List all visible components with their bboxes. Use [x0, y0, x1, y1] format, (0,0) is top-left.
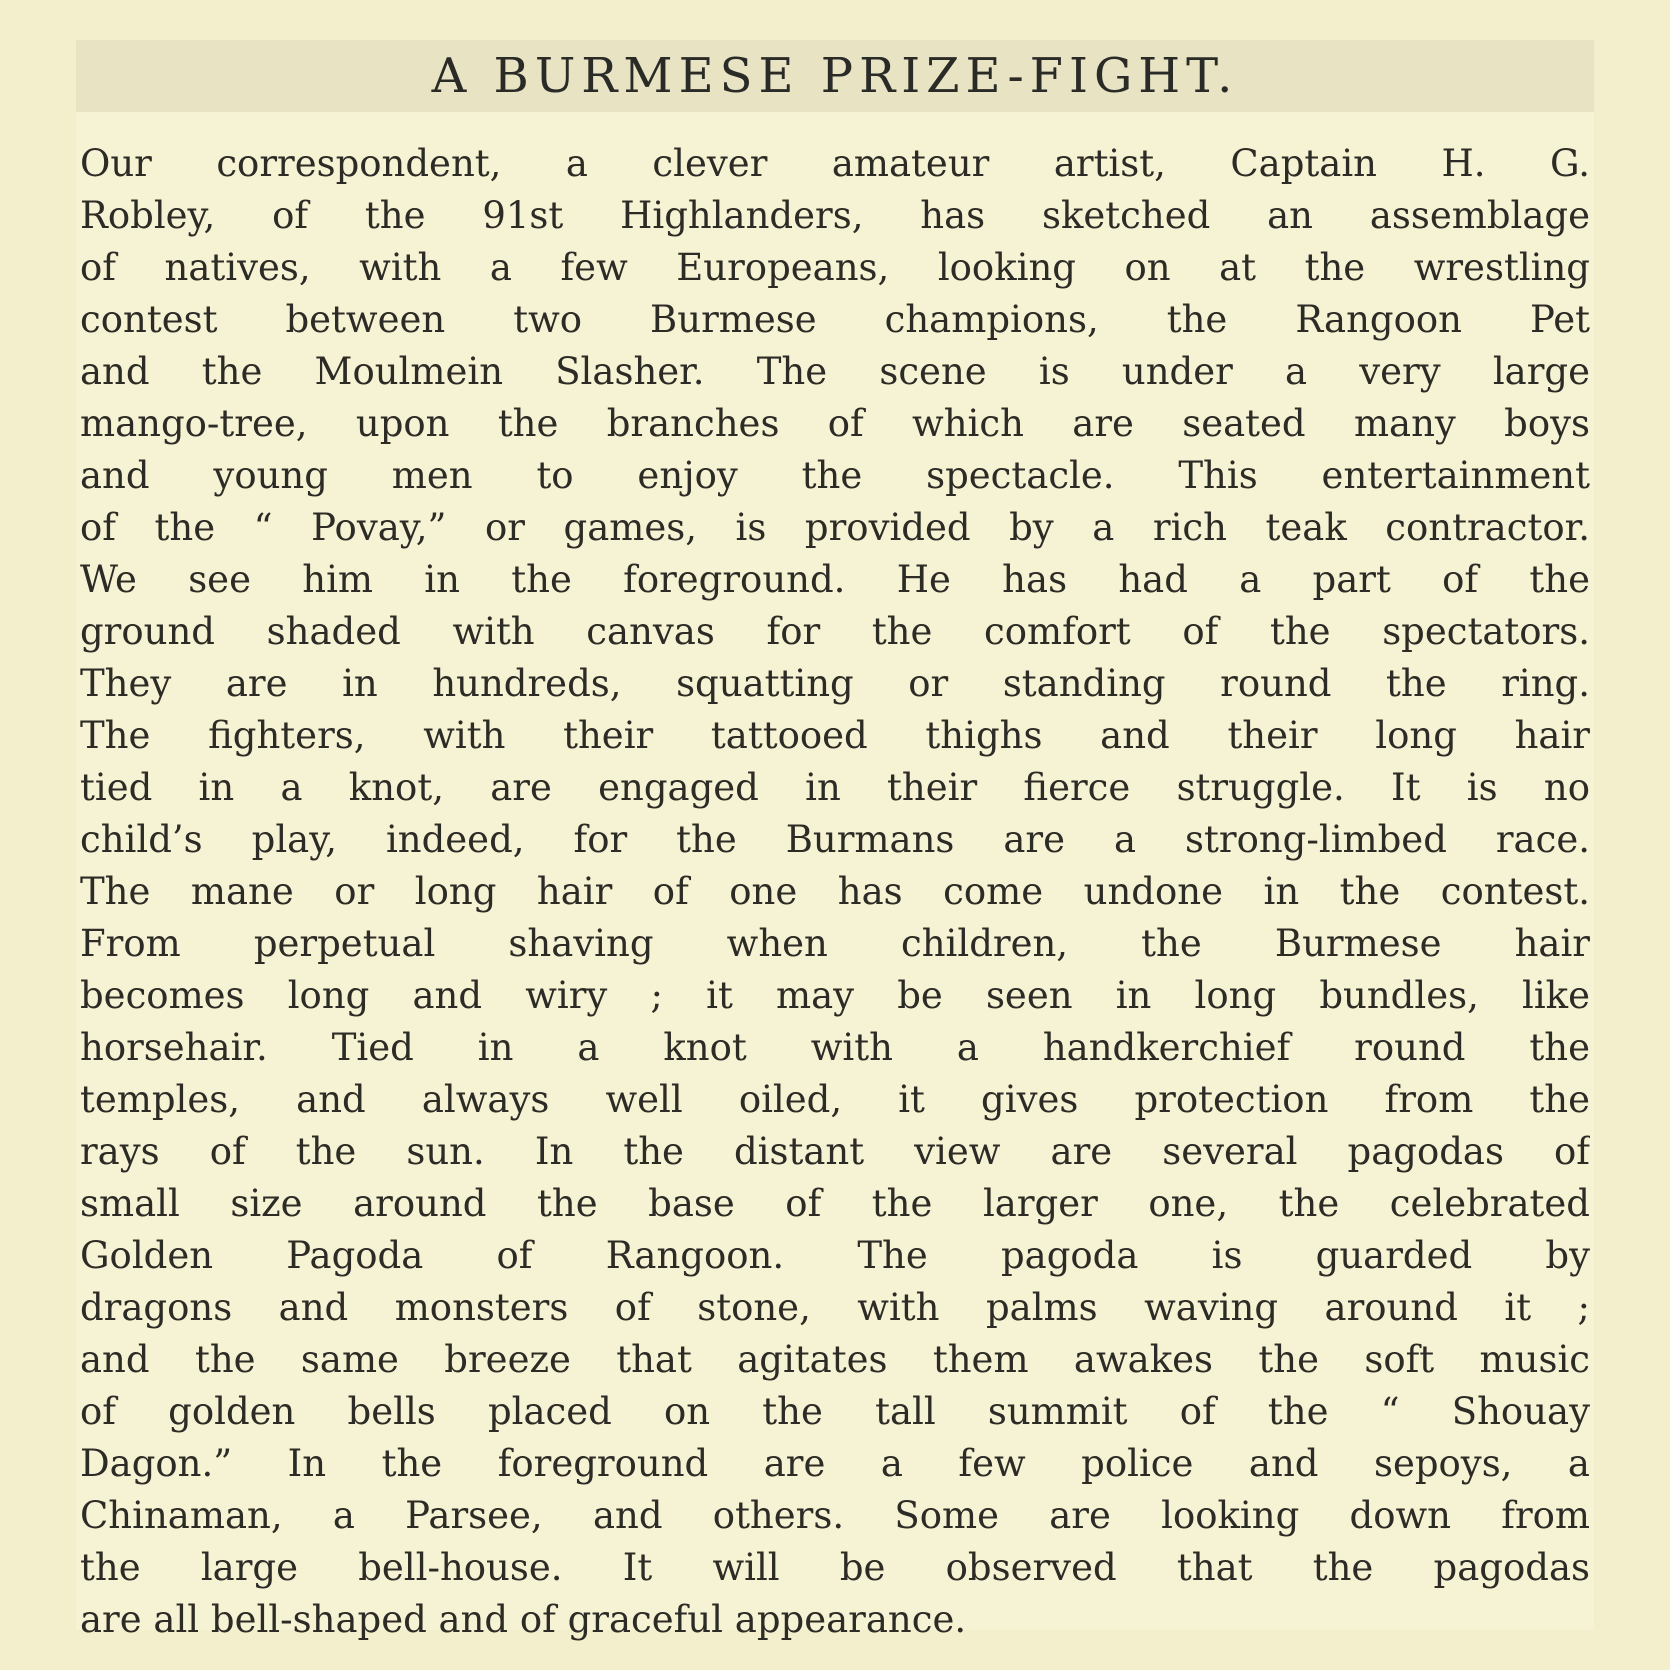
article-page [76, 40, 1594, 1641]
text-line: of the “ Povay,” or games, is provided by a rich teak contractor. [80, 506, 1590, 549]
text-line: horsehair. Tied in a knot with a handkerchief round the [80, 1026, 1590, 1069]
text-line: Robley, of the 91st Highlanders, has sketched an assemblage [80, 194, 1590, 237]
text-line: Golden Pagoda of Rangoon. The pagoda is guarded by [80, 1234, 1590, 1277]
text-line: From perpetual shaving when children, the Burmese hair [80, 922, 1590, 965]
text-line: temples, and always well oiled, it gives protection from the [80, 1078, 1590, 1121]
text-line: small size around the base of the larger one, the celebrated [80, 1182, 1590, 1225]
text-line: and young men to enjoy the spectacle. This entertainment [80, 454, 1590, 497]
article-body [80, 138, 1590, 1641]
text-line: They are in hundreds, squatting or standing round the ring. [80, 662, 1590, 705]
text-line: rays of the sun. In the distant view are several pagodas of [80, 1130, 1590, 1173]
text-line: mango-tree, upon the branches of which are seated many boys [80, 402, 1590, 445]
text-line: The mane or long hair of one has come undone in the contest. [80, 870, 1590, 913]
text-line: We see him in the foreground. He has had a part of the [80, 558, 1590, 601]
text-line: Dagon.” In the foreground are a few police and sepoys, a [80, 1442, 1590, 1485]
text-line: contest between two Burmese champions, the Rangoon Pet [80, 298, 1590, 341]
text-line: of natives, with a few Europeans, looking on at the wrestling [80, 246, 1590, 289]
text-line: Chinaman, a Parsee, and others. Some are looking down from [80, 1494, 1590, 1537]
text-line: ground shaded with canvas for the comfort of the spectators. [80, 610, 1590, 653]
text-line: and the Moulmein Slasher. The scene is under a very large [80, 350, 1590, 393]
text-line: Our correspondent, a clever amateur artist, Captain H. G. [80, 142, 1590, 185]
article-title: A BURMESE PRIZE-FIGHT. [431, 48, 1239, 104]
text-line: tied in a knot, are engaged in their fierce struggle. It is no [80, 766, 1590, 809]
text-line: of golden bells placed on the tall summit of the “ Shouay [80, 1390, 1590, 1433]
text-line: the large bell-house. It will be observed that the pagodas [80, 1546, 1590, 1589]
text-line: dragons and monsters of stone, with palms waving around it ; [80, 1286, 1590, 1329]
text-line: are all bell-shaped and of graceful appearance. [80, 1598, 967, 1641]
text-line: child’s play, indeed, for the Burmans are a strong-limbed race. [80, 818, 1590, 861]
text-line: and the same breeze that agitates them awakes the soft music [80, 1338, 1590, 1381]
text-line: becomes long and wiry ; it may be seen in long bundles, like [80, 974, 1590, 1017]
title-band [76, 40, 1594, 112]
text-line: The fighters, with their tattooed thighs and their long hair [80, 714, 1590, 757]
